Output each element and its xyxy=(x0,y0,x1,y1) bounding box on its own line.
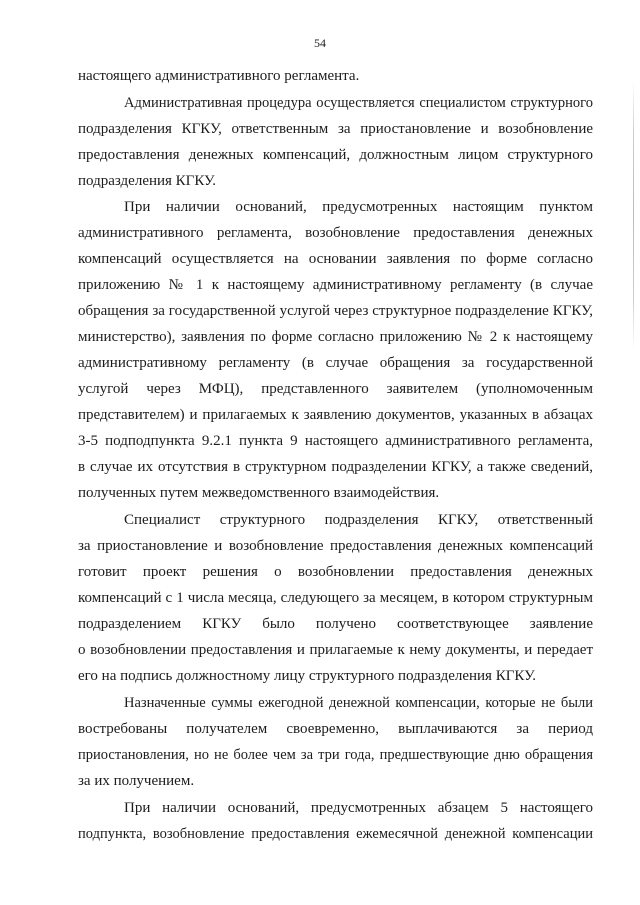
text-line: При наличии оснований, предусмотренных абзацем 5 настоящего xyxy=(124,800,593,816)
page-number: 54 xyxy=(314,36,326,50)
text-line: При наличии оснований, предусмотренных настоящим пунктом xyxy=(124,199,593,215)
text-line: о возобновлении предоставления и прилагаемые к нему документы, и передает xyxy=(78,642,593,658)
text-line: министерство), заявления по форме согласно приложению № 2 к настоящему xyxy=(78,329,593,345)
text-line: Административная процедура осуществляется специалистом структурного xyxy=(124,95,593,111)
text-line: подпункта, возобновление предоставления ежемесячной денежной компенсации xyxy=(78,826,593,842)
text-line: услугой через МФЦ), представленного заявителем (уполномоченным xyxy=(78,381,593,397)
text-line: готовит проект решения о возобновлении предоставления денежных xyxy=(78,564,593,580)
text-line: обращения за государственной услугой через структурное подразделение КГКУ, xyxy=(78,303,593,319)
text-line: полученных путем межведомственного взаимодействия. xyxy=(78,485,440,501)
scan-edge-mark xyxy=(633,80,634,350)
text-line: административного регламента, возобновление предоставления денежных xyxy=(78,225,593,241)
text-line: административному регламенту (в случае обращения за государственной xyxy=(78,355,593,371)
text-line: Специалист структурного подразделения КГКУ, ответственный xyxy=(124,512,593,528)
text-line: Назначенные суммы ежегодной денежной компенсации, которые не были xyxy=(124,695,593,711)
text-line: представителем) и прилагаемых к заявлению документов, указанных в абзацах xyxy=(78,407,593,423)
text-line: предоставления денежных компенсаций, должностным лицом структурного xyxy=(78,147,593,163)
text-line: настоящего административного регламента. xyxy=(78,68,360,84)
text-line: подразделением КГКУ было получено соответствующее заявление xyxy=(78,616,593,632)
text-line: компенсаций с 1 числа месяца, следующего за месяцем, в котором структурным xyxy=(78,590,593,606)
text-line: в случае их отсутствия в структурном подразделении КГКУ, а также сведений, xyxy=(78,459,593,475)
text-line: приостановления, но не более чем за три года, предшествующие дню обращения xyxy=(78,747,593,763)
text-line: востребованы получателем своевременно, выплачиваются за период xyxy=(78,721,593,737)
text-line: 3-5 подподпункта 9.2.1 пункта 9 настоящего административного регламента, xyxy=(78,433,593,449)
text-line: за их получением. xyxy=(78,773,195,789)
text-line: подразделения КГКУ, ответственным за приостановление и возобновление xyxy=(78,121,593,137)
text-line: его на подпись должностному лицу структурного подразделения КГКУ. xyxy=(78,668,537,684)
text-line: приложению № 1 к настоящему административному регламенту (в случае xyxy=(78,277,593,293)
text-line: за приостановление и возобновление предоставления денежных компенсаций xyxy=(78,538,593,554)
text-line: компенсаций осуществляется на основании заявления по форме согласно xyxy=(78,251,593,267)
text-line: подразделения КГКУ. xyxy=(78,173,216,189)
